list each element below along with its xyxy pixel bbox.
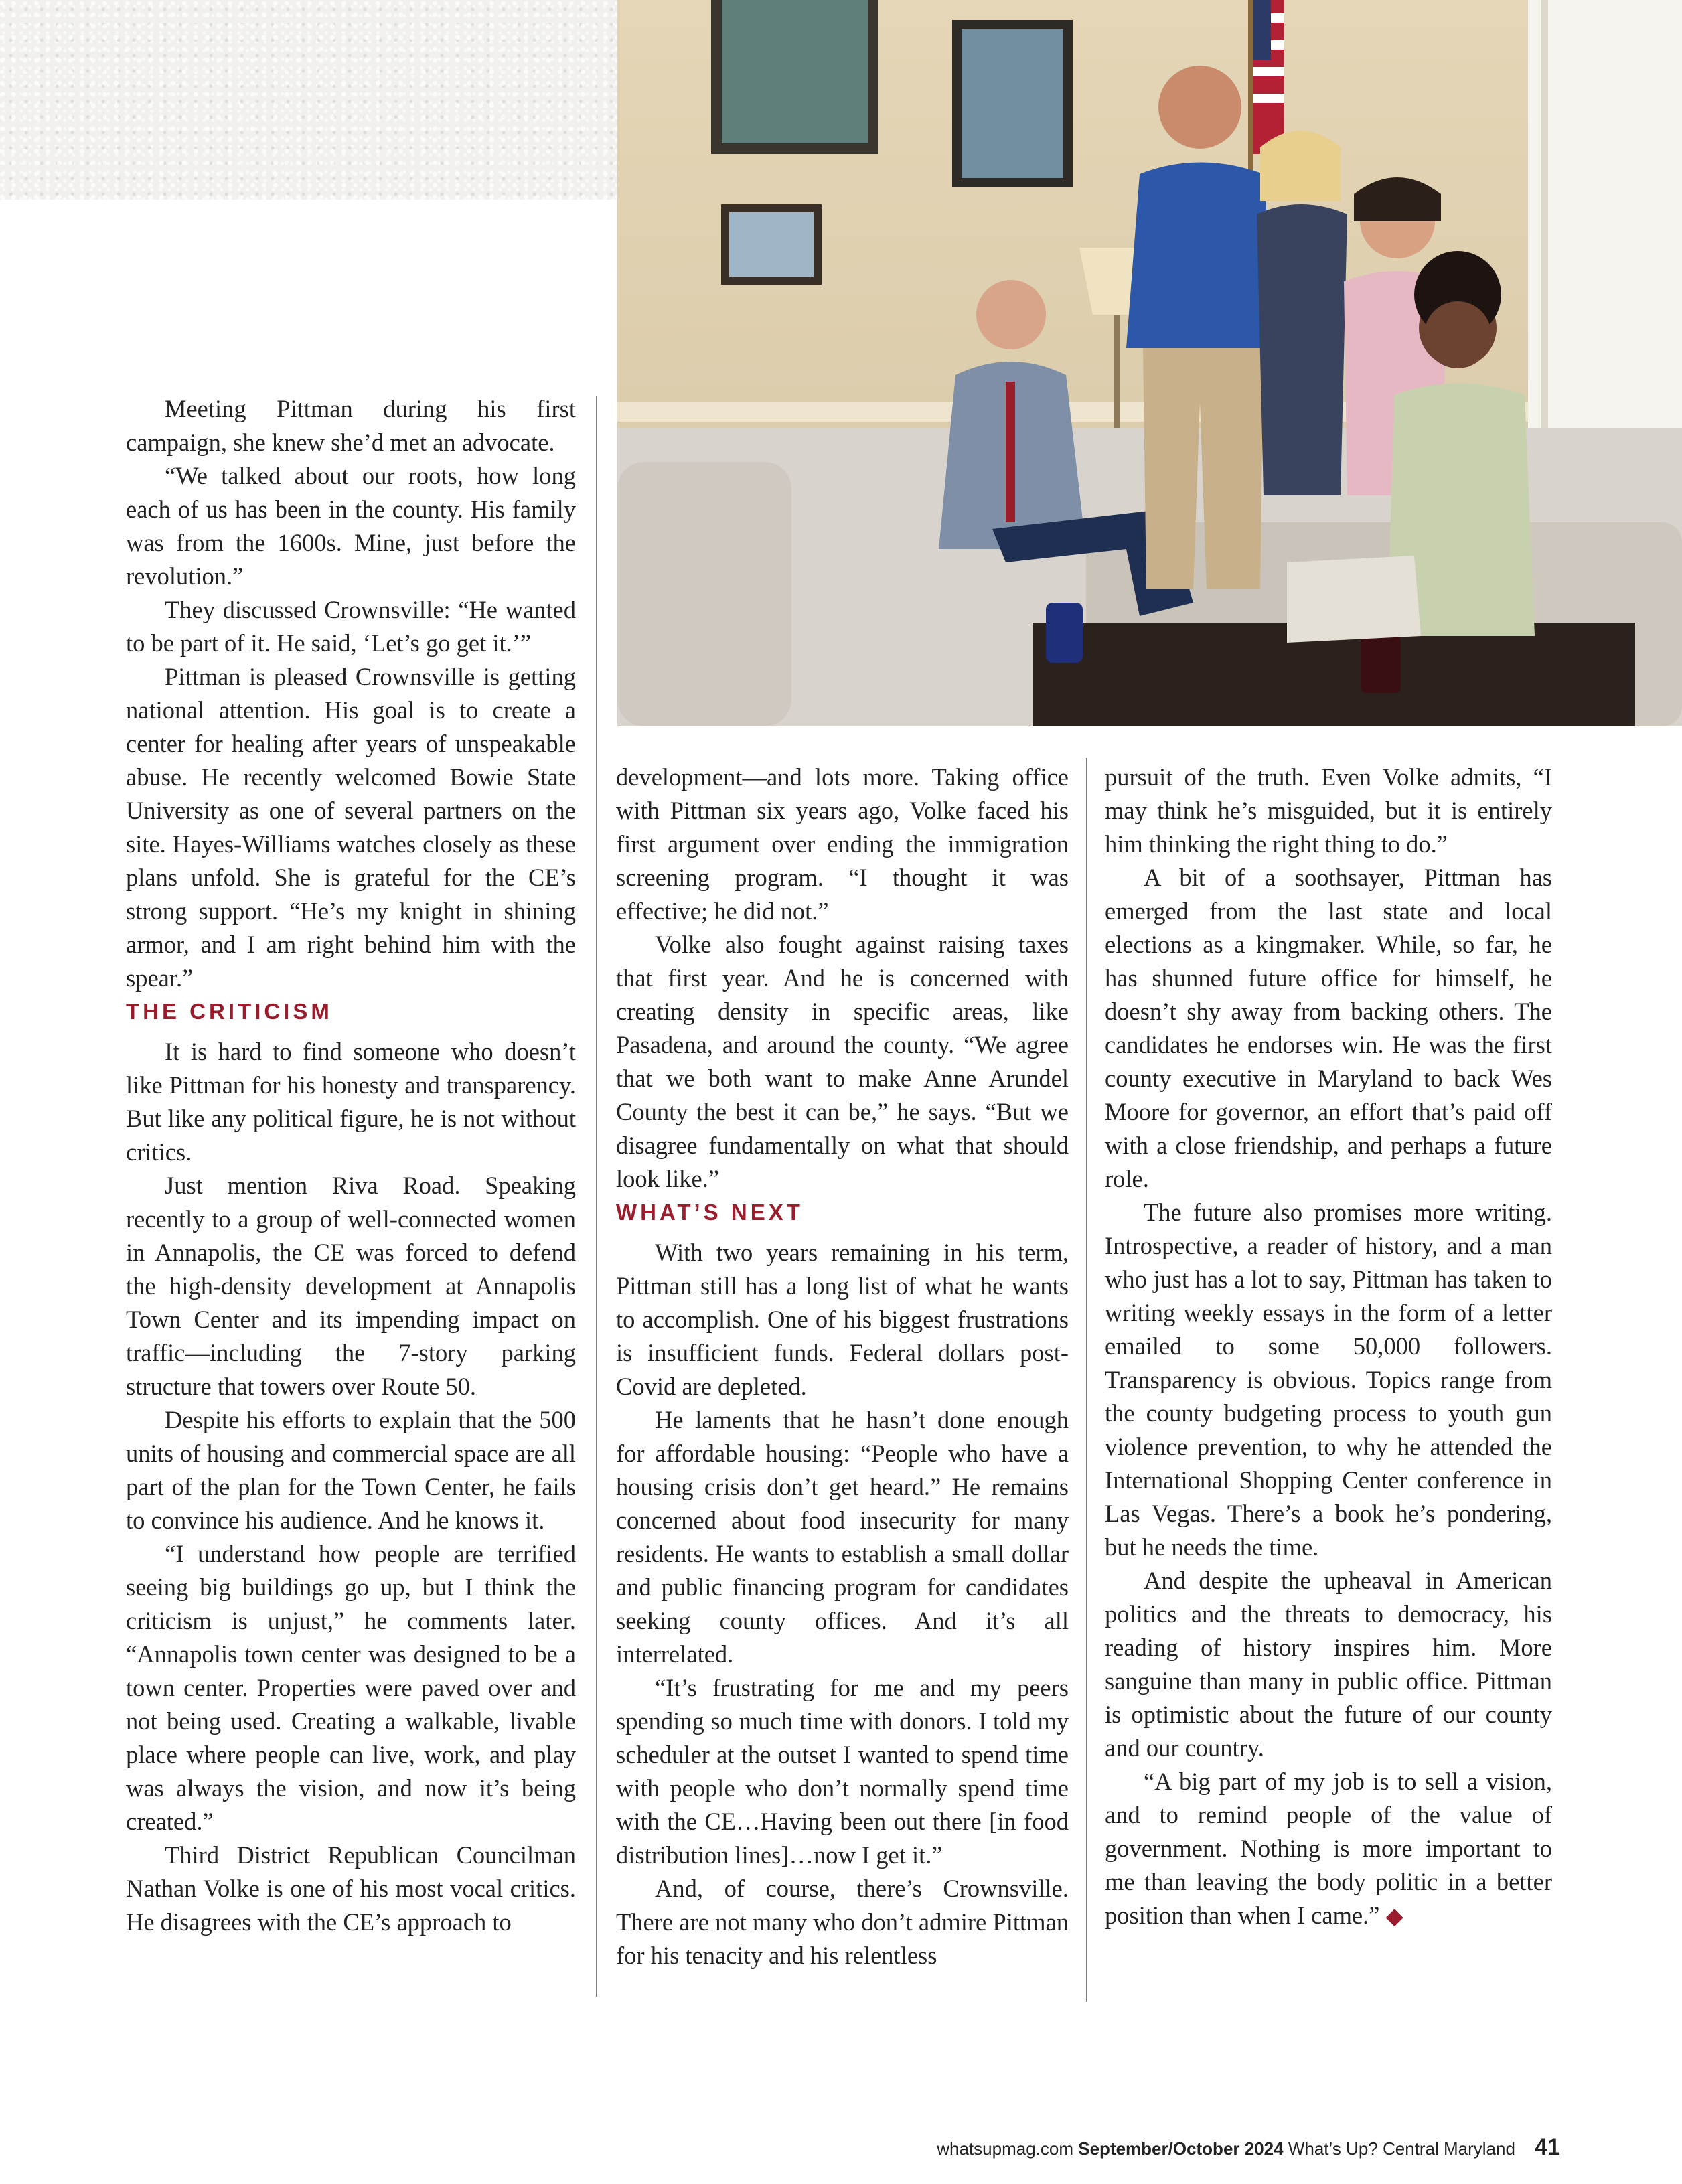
paragraph: development—and lots more. Taking office with Pittman six years ago, Volke faced his first argument over ending the immigration screening program. “I thought it was effective; he did not.” <box>616 763 1069 925</box>
paragraph <box>1105 1765 1552 1934</box>
paragraph: Despite his efforts to explain that the 500 units of housing and commercial space are all part of the plan for the Town Center, he fails to convince his audience. And he knows it. <box>126 1406 576 1534</box>
column-divider <box>596 396 597 1997</box>
section-heading-criticism: THE CRITICISM <box>126 999 333 1024</box>
paragraph: They discussed Crownsville: “He wanted to be part of it. He said, ‘Let’s go get it.’” <box>126 596 576 657</box>
footer-site: whatsupmag.com <box>937 2138 1073 2159</box>
paragraph: pursuit of the truth. Even Volke admits, “I may think he’s misguided, but it is entirely him thinking the right thing to do.” <box>1105 763 1552 858</box>
paragraph: “We talked about our roots, how long each of us has been in the county. His family was from the 1600s. Mine, just before the revolution.” <box>126 462 576 590</box>
paragraph: “I understand how people are terrified seeing big buildings go up, but I think the criticism is unjust,” he comments later. “Annapolis town center was designed to be a town center. Properties were paved over and not being used. Creating a walkable, livable place where people can live, work, and play was always the vision, and now it’s being created.” <box>126 1540 576 1835</box>
article-column-3 <box>1105 761 1552 1934</box>
paragraph: It is hard to find someone who doesn’t like Pittman for his honesty and transparency. But like any political figure, he is not without critics. <box>126 1038 576 1166</box>
paragraph: Just mention Riva Road. Speaking recently to a group of well-connected women in Annapolis, the CE was forced to defend the high-density development at Annapolis Town Center and its impending impact on traffic—including the 7-story parking structure that towers over Route 50. <box>126 1172 576 1400</box>
paragraph: And, of course, there’s Crownsville. There are not many who don’t admire Pittman for his tenacity and his relentless <box>616 1875 1069 1969</box>
decorative-texture <box>0 0 617 200</box>
article-column-2 <box>616 761 1069 1972</box>
closing-quote: “A big part of my job is to sell a vision, and to remind people of the value of government. Nothing is more important to me than leaving the body politic in a better position than when I came.” <box>1105 1768 1552 1929</box>
paragraph: “It’s frustrating for me and my peers spending so much time with donors. I told my scheduler at the outset I wanted to spend time with people who don’t normally spend time with the CE…Having been out there [in food distribution lines]…now I get it.” <box>616 1674 1069 1869</box>
column-divider <box>1086 758 1087 2002</box>
page-number: 41 <box>1535 2134 1560 2160</box>
paragraph: Pittman is pleased Crownsville is getting national attention. His goal is to create a center for healing after years of unspeakable abuse. He recently welcomed Bowie State University as one of several partners on the site. Hayes-Williams watches closely as these plans unfold. She is grateful for the CE’s strong support. “He’s my knight in shining armor, and I am right behind him with the spear.” <box>126 663 576 992</box>
article-column-1 <box>126 392 576 1939</box>
page-footer <box>937 2134 1560 2161</box>
group-photo-illustration <box>617 0 1682 726</box>
group-photo <box>617 0 1682 726</box>
footer-publication: What’s Up? Central Maryland <box>1288 2138 1515 2159</box>
paragraph: The future also promises more writing. Introspective, a reader of history, and a man who just has a lot to say, Pittman has taken to writing weekly essays in the form of a letter emailed to some 50,000 followers. Transparency is obvious. Topics range from the county budgeting process to youth gun violence prevention, to why he attended the International Shopping Center conference in Las Vegas. There’s a book he’s pondering, but he needs the time. <box>1105 1198 1552 1561</box>
paragraph: And despite the upheaval in American politics and the threats to democracy, his reading of history inspires him. More sanguine than many in public office. Pittman is optimistic about the future of our county and our country. <box>1105 1567 1552 1762</box>
paragraph: A bit of a soothsayer, Pittman has emerged from the last state and local elections as a kingmaker. While, so far, he has shunned future office for himself, he doesn’t shy away from backing others. The candidates he endorses win. He was the first county executive in Maryland to back Wes Moore for governor, an effort that’s paid off with a close friendship, and perhaps a future role. <box>1105 864 1552 1192</box>
end-mark-icon: ◆ <box>1385 1904 1403 1929</box>
paragraph: With two years remaining in his term, Pittman still has a long list of what he wants to accomplish. One of his biggest frustrations is insufficient funds. Federal dollars post-Covid are depleted. <box>616 1239 1069 1400</box>
paragraph: He laments that he hasn’t done enough for affordable housing: “People who have a housing crisis don’t get heard.” He remains concerned about food insecurity for many residents. He wants to establish a small dollar and public financing program for candidates seeking county offices. And it’s all interrelated. <box>616 1406 1069 1668</box>
paragraph: Third District Republican Councilman Nathan Volke is one of his most vocal critics. He disagrees with the CE’s approach to <box>126 1841 576 1936</box>
paragraph: Meeting Pittman during his first campaign, she knew she’d met an advocate. <box>126 395 576 456</box>
footer-issue: September/October 2024 <box>1078 2138 1284 2159</box>
section-heading-whats-next: WHAT’S NEXT <box>616 1200 804 1225</box>
paragraph: Volke also fought against raising taxes that first year. And he is concerned with creating density in specific areas, like Pasadena, and around the county. “We agree that we both want to make Anne Arundel County the best it can be,” he says. “But we disagree fundamentally on what that should look like.” <box>616 931 1069 1192</box>
